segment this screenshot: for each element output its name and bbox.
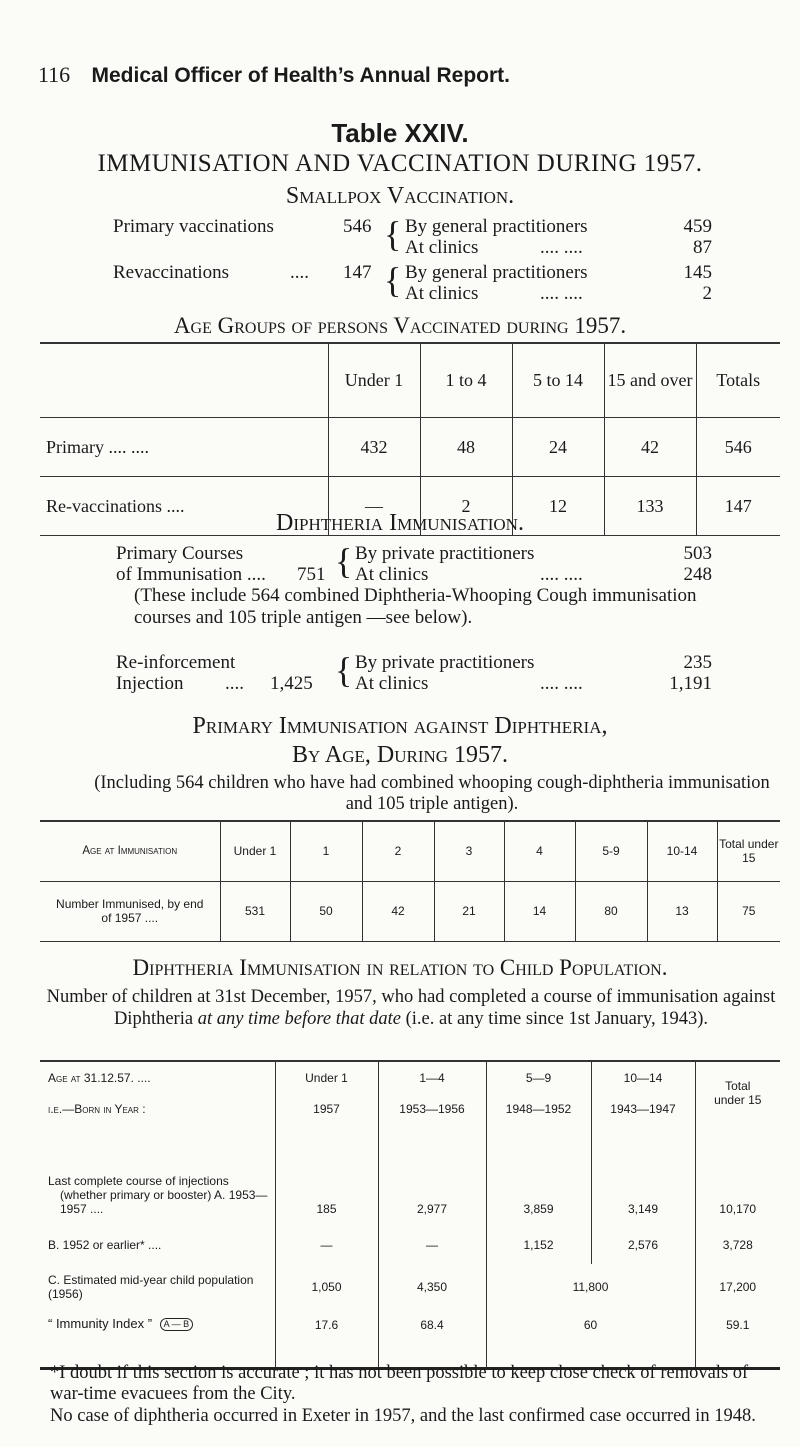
page-header bbox=[38, 62, 510, 88]
report-title: Medical Officer of Health’s Annual Report. bbox=[91, 64, 511, 87]
private-label: By private practitioners bbox=[355, 543, 535, 564]
table-cell: 133 bbox=[604, 477, 696, 536]
header-cell: 15 and over bbox=[604, 343, 696, 418]
table-cell: 546 bbox=[696, 418, 780, 477]
header-cell bbox=[40, 343, 328, 418]
smallpox-heading: Smallpox Vaccination. bbox=[285, 183, 515, 209]
header-cell: 4 bbox=[504, 821, 575, 881]
immunity-index-label: “ Immunity Index ” bbox=[48, 1316, 153, 1331]
footnote: No case of diphtheria occurred in Exeter in 1957, and the last confirmed case occurred in 1948. bbox=[50, 1406, 756, 1426]
table-header-row bbox=[40, 343, 780, 418]
reinf-private-value: 235 bbox=[683, 652, 712, 673]
row-label: Re-vaccinations .... bbox=[46, 495, 185, 516]
primary-private-value: 503 bbox=[683, 543, 712, 564]
table-row bbox=[40, 1124, 780, 1226]
reinf-clinics-value: 1,191 bbox=[669, 673, 712, 694]
row-label: B. 1952 or earlier* .... bbox=[48, 1238, 162, 1252]
table-cell: 1,152 bbox=[486, 1226, 591, 1264]
header-cell: 3 bbox=[434, 821, 504, 881]
table-cell: 2 bbox=[420, 477, 512, 536]
diphtheria-note: (These include 564 combined Diphtheria-Whooping Cough immunisation courses and 105 triple antigen —see below). bbox=[134, 585, 697, 628]
table-cell: 2,977 bbox=[378, 1124, 486, 1226]
table-header-row bbox=[40, 821, 780, 881]
table-header-row bbox=[40, 1094, 780, 1124]
clinics-label: At clinics bbox=[405, 283, 479, 304]
table-cell: 50 bbox=[290, 881, 362, 941]
table-row bbox=[40, 1264, 780, 1310]
row-label: Primary .... .... bbox=[46, 436, 149, 457]
table-cell: 21 bbox=[434, 881, 504, 941]
header-cell: 5 to 14 bbox=[512, 343, 604, 418]
header-cell: Age at Immunisation bbox=[82, 844, 178, 857]
private-label: By private practitioners bbox=[355, 652, 535, 673]
row-label: i.e.—Born in Year : bbox=[48, 1102, 146, 1116]
by-age-table bbox=[40, 821, 780, 942]
dots: .... .... bbox=[540, 564, 583, 585]
reinforcement-total: 1,425 bbox=[270, 673, 313, 694]
table-cell: — bbox=[275, 1226, 378, 1264]
header-cell: 10—14 bbox=[591, 1061, 695, 1094]
primary-courses-label-2: of Immunisation .... bbox=[116, 564, 266, 585]
header-cell: Total under 15 bbox=[695, 1061, 780, 1124]
table-cell: 59.1 bbox=[695, 1310, 780, 1368]
brace-icon: { bbox=[384, 214, 402, 254]
year-cell: 1948—1952 bbox=[486, 1094, 591, 1124]
dots: .... .... bbox=[540, 283, 583, 304]
by-age-heading-2: By Age, During 1957. bbox=[291, 742, 509, 768]
gp-label: By general practitioners bbox=[405, 216, 588, 237]
clinics-label: At clinics bbox=[355, 564, 429, 585]
relation-para-italic: at any time before that date bbox=[197, 1008, 401, 1029]
table-cell: 4,350 bbox=[378, 1264, 486, 1310]
reinforcement-label: Re-inforcement bbox=[116, 652, 236, 673]
table-cell: 3,149 bbox=[591, 1124, 695, 1226]
header-cell: Totals bbox=[696, 343, 780, 418]
year-cell: 1957 bbox=[275, 1094, 378, 1124]
table-cell: 75 bbox=[717, 881, 780, 941]
diphtheria-heading: Diphtheria Immunisation. bbox=[276, 510, 524, 536]
table-cell: 80 bbox=[575, 881, 647, 941]
header-cell: 1—4 bbox=[378, 1061, 486, 1094]
table-cell: 432 bbox=[328, 418, 420, 477]
table-cell: 17,200 bbox=[695, 1264, 780, 1310]
gp-label: By general practitioners bbox=[405, 262, 588, 283]
footnote: *I doubt if this section is accurate ; it has not been possible to keep close check of removals of war-time evacuees from the City. bbox=[50, 1363, 749, 1404]
primary-vaccinations-label: Primary vaccinations bbox=[113, 216, 274, 237]
main-title: IMMUNISATION AND VACCINATION DURING 1957. bbox=[97, 150, 703, 177]
primary-courses-total: 751 bbox=[297, 564, 326, 585]
brace-icon: { bbox=[335, 541, 353, 581]
revaccinations-total: 147 bbox=[343, 262, 372, 283]
table-cell: 48 bbox=[420, 418, 512, 477]
clinics-label: At clinics bbox=[355, 673, 429, 694]
relation-paragraph bbox=[40, 987, 782, 1030]
relation-table bbox=[40, 1061, 780, 1370]
table-cell: 3,859 bbox=[486, 1124, 591, 1226]
dots: .... .... bbox=[540, 237, 583, 258]
table-header-row bbox=[40, 1061, 780, 1094]
header-cell: 5—9 bbox=[486, 1061, 591, 1094]
table-cell: 42 bbox=[362, 881, 434, 941]
table-cell: 3,728 bbox=[695, 1226, 780, 1264]
table-cell: 42 bbox=[604, 418, 696, 477]
fraction-formula: A — B bbox=[160, 1318, 194, 1331]
table-cell: 185 bbox=[275, 1124, 378, 1226]
revacc-clinics-value: 2 bbox=[702, 283, 712, 304]
table-cell: 10,170 bbox=[695, 1124, 780, 1226]
header-cell: 5-9 bbox=[575, 821, 647, 881]
revaccinations-label: Revaccinations bbox=[113, 262, 230, 283]
page-number: 116 bbox=[38, 62, 71, 87]
revacc-gp-value: 145 bbox=[683, 262, 712, 283]
year-cell: 1943—1947 bbox=[591, 1094, 695, 1124]
brace-icon: { bbox=[384, 260, 402, 300]
relation-para-part1: Number of children at 31st December, 1957, who had completed a course of immunisation against Diphtheria bbox=[46, 987, 776, 1029]
age-groups-heading: Age Groups of persons Vaccinated during 1957. bbox=[173, 313, 627, 338]
injection-label: Injection bbox=[116, 673, 184, 694]
header-cell: Total under 15 bbox=[717, 821, 780, 881]
row-label: Number Immunised, by end of 1957 .... bbox=[56, 897, 204, 925]
by-age-heading-1: Primary Immunisation against Diphtheria, bbox=[192, 713, 608, 739]
table-cell: 531 bbox=[220, 881, 290, 941]
header-cell: 1 bbox=[290, 821, 362, 881]
age-groups-table bbox=[40, 343, 780, 536]
header-cell: Under 1 bbox=[328, 343, 420, 418]
header-cell: Under 1 bbox=[275, 1061, 378, 1094]
primary-courses-label: Primary Courses bbox=[116, 543, 244, 564]
row-label: C. Estimated mid-year child population (1956) bbox=[48, 1273, 254, 1301]
table-cell: 17.6 bbox=[275, 1310, 378, 1368]
by-age-note: (Including 564 children who have had combined whooping cough-diphtheria immunisation and 105 triple antigen). bbox=[94, 773, 770, 814]
clinics-label: At clinics bbox=[405, 237, 479, 258]
relation-heading: Diphtheria Immunisation in relation to Child Population. bbox=[132, 955, 668, 980]
reinf-dots: .... bbox=[225, 673, 244, 694]
dots: .... .... bbox=[540, 673, 583, 694]
table-cell: 1,050 bbox=[275, 1264, 378, 1310]
row-label: Age at 31.12.57. .... bbox=[48, 1070, 151, 1085]
header-cell: 10-14 bbox=[647, 821, 717, 881]
table-cell: 24 bbox=[512, 418, 604, 477]
row-label bbox=[40, 1310, 275, 1368]
table-row bbox=[40, 1310, 780, 1368]
table-cell: 147 bbox=[696, 477, 780, 536]
table-cell: 2,576 bbox=[591, 1226, 695, 1264]
primary-vaccinations-total: 546 bbox=[343, 216, 372, 237]
header-cell: Under 1 bbox=[220, 821, 290, 881]
table-row bbox=[40, 881, 780, 941]
table-cell: 13 bbox=[647, 881, 717, 941]
table-cell: 60 bbox=[486, 1310, 695, 1368]
table-cell: 68.4 bbox=[378, 1310, 486, 1368]
header-cell: 1 to 4 bbox=[420, 343, 512, 418]
year-cell: 1953—1956 bbox=[378, 1094, 486, 1124]
table-cell: — bbox=[378, 1226, 486, 1264]
table-cell: 12 bbox=[512, 477, 604, 536]
primary-gp-value: 459 bbox=[683, 216, 712, 237]
table-row bbox=[40, 418, 780, 477]
table-cell: 14 bbox=[504, 881, 575, 941]
table-cell: — bbox=[328, 477, 420, 536]
relation-para-part2: (i.e. at any time since 1st January, 1943). bbox=[405, 1008, 709, 1029]
revacc-dots: .... bbox=[290, 262, 309, 283]
brace-icon: { bbox=[335, 650, 353, 690]
primary-clinics-value: 248 bbox=[683, 564, 712, 585]
table-row bbox=[40, 1226, 780, 1264]
table-cell: 11,800 bbox=[486, 1264, 695, 1310]
table-label: Table XXIV. bbox=[331, 118, 469, 148]
primary-clinics-value: 87 bbox=[693, 237, 712, 258]
header-cell: 2 bbox=[362, 821, 434, 881]
row-label: Last complete course of injections (whether primary or booster) A. 1953—1957 .... bbox=[48, 1174, 268, 1216]
